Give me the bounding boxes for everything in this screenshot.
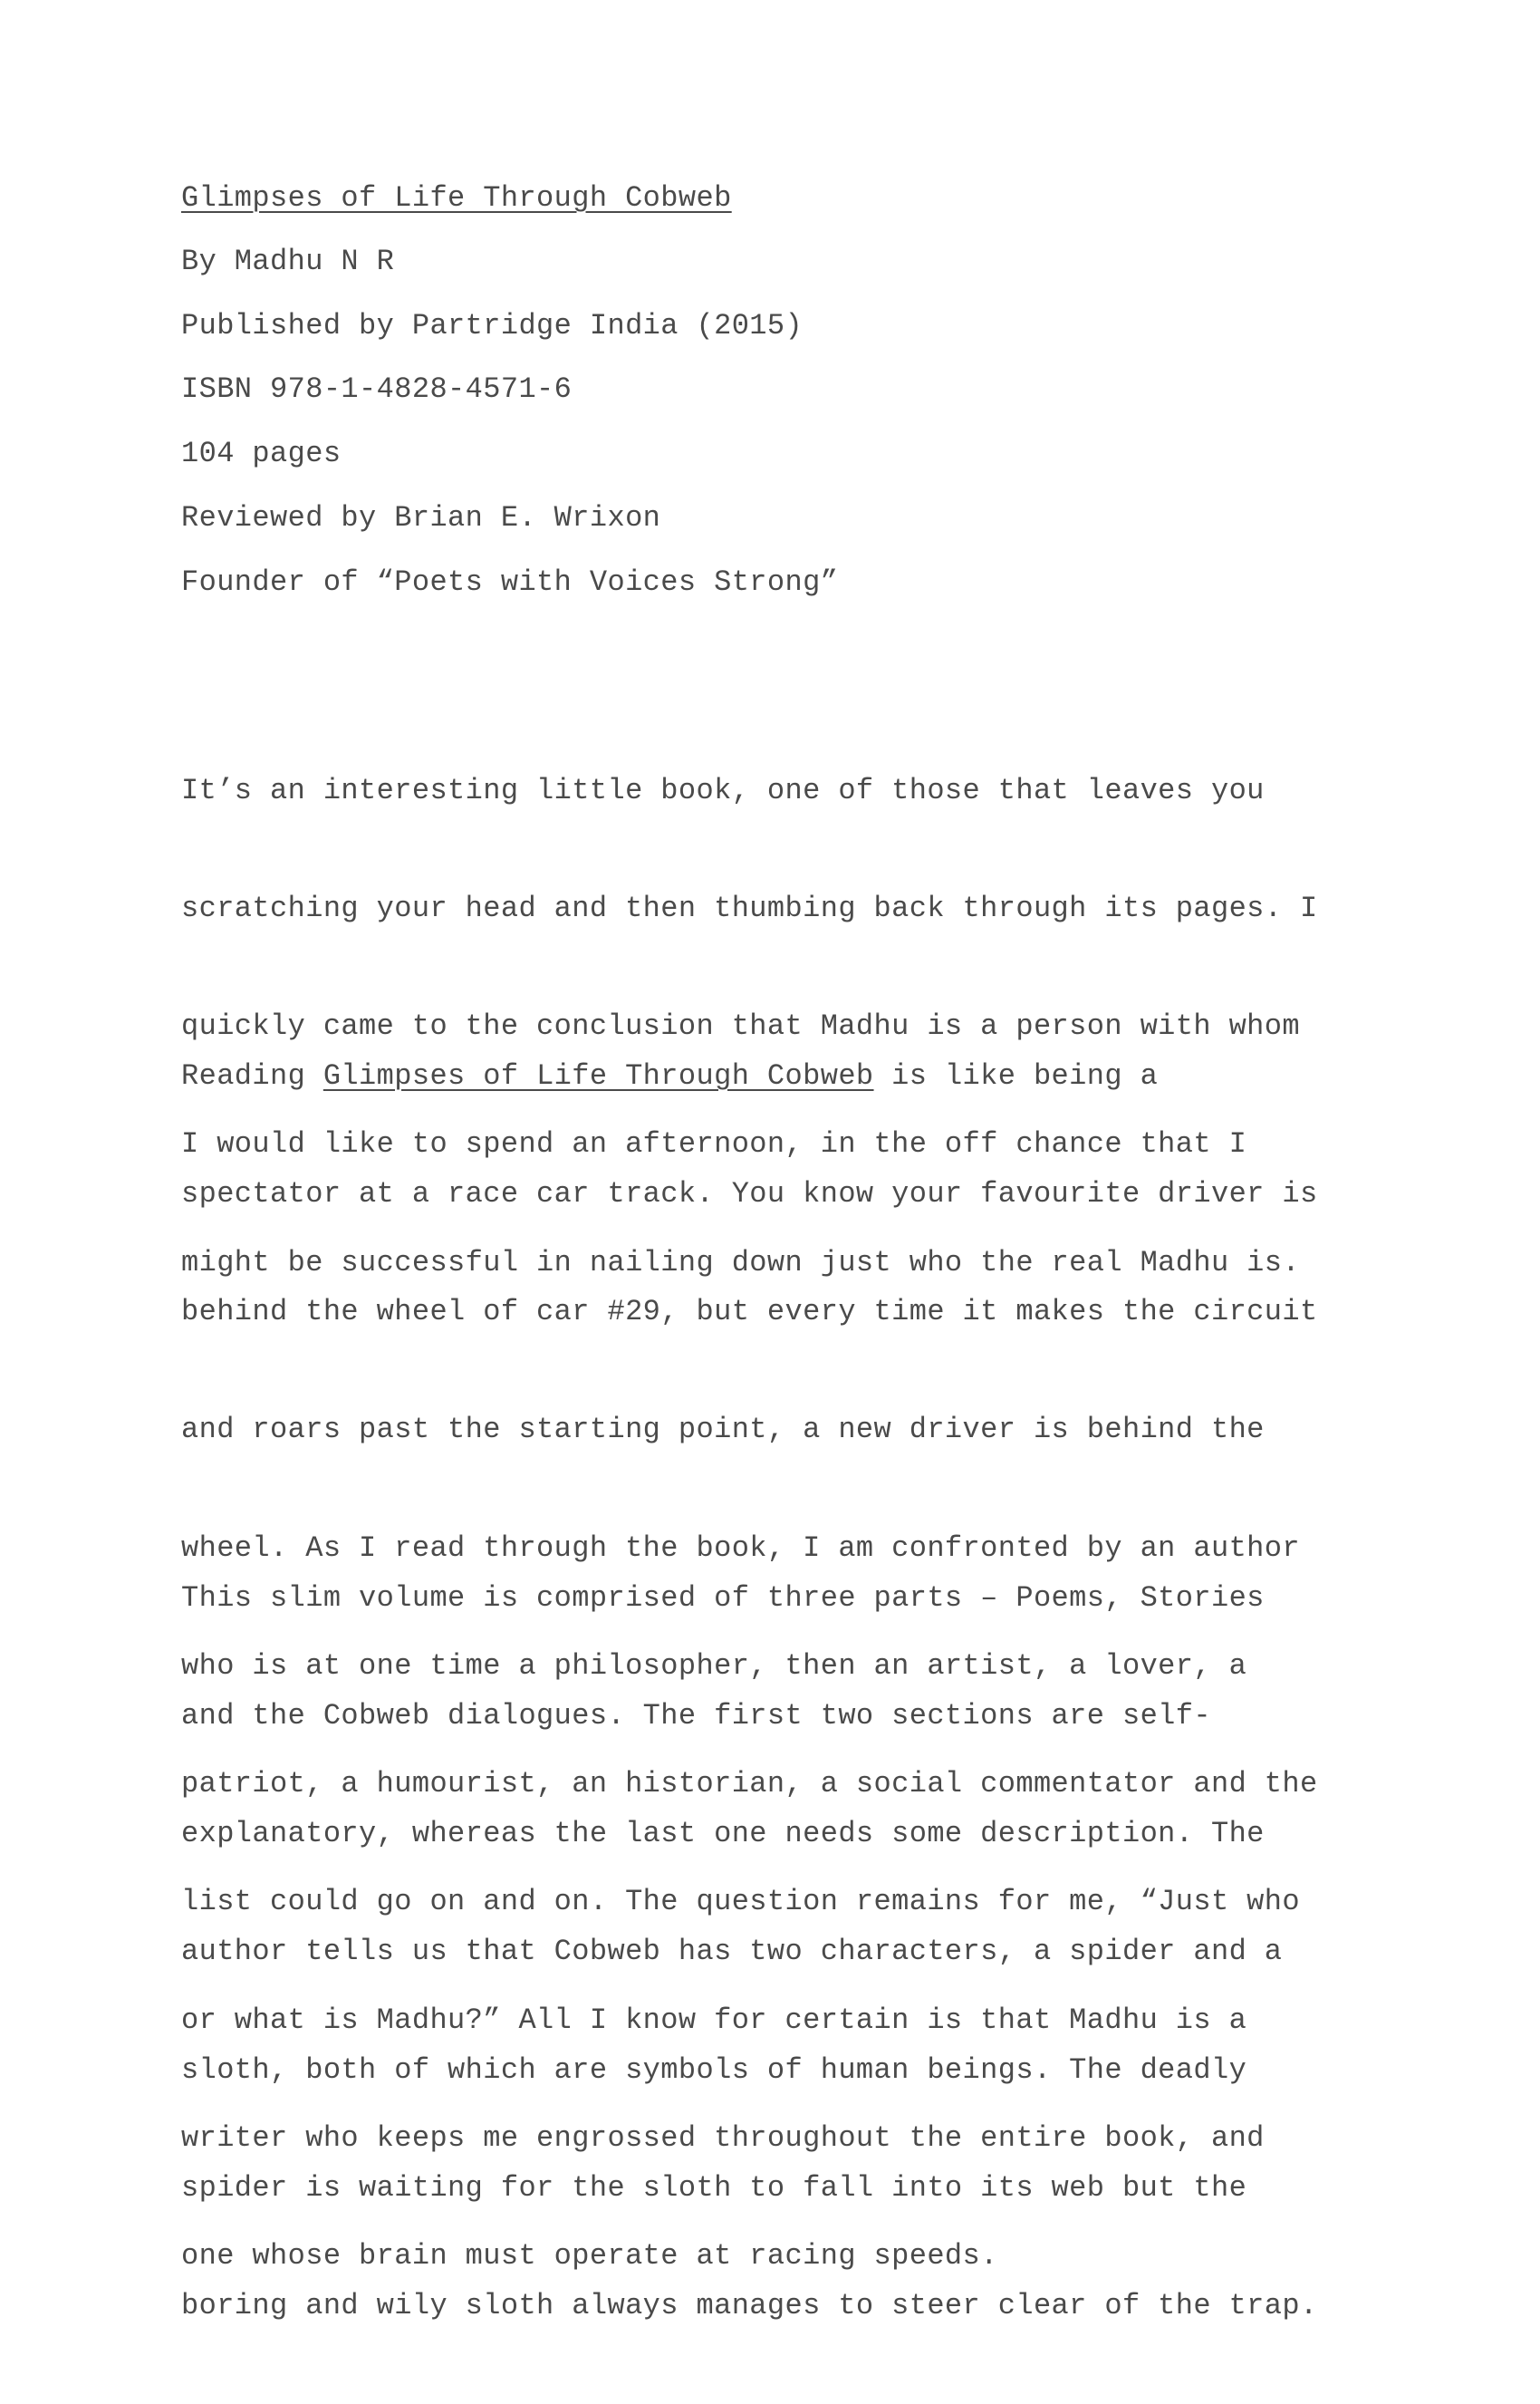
paragraph-line: spider is waiting for the sloth to fall into its web but the <box>181 2170 1247 2205</box>
paragraph-line: might be successful in nailing down just who the real Madhu is. <box>181 1245 1300 1279</box>
book-publisher: Published by Partridge India (2015) <box>181 309 804 343</box>
paragraph-line: list could go on and on. The question remains for me, “Just who <box>181 1885 1300 1919</box>
paragraph-line: sloth, both of which are symbols of human beings. The deadly <box>181 2052 1247 2087</box>
paragraph-line: explanatory, whereas the last one needs some description. The <box>181 1817 1265 1851</box>
paragraph-line: It’s an interesting little book, one of those that leaves you <box>181 773 1265 807</box>
paragraph-line: boring and wily sloth always manages to steer clear of the trap. <box>181 2289 1318 2323</box>
paragraph-line: spectator at a race car track. You know your favourite driver is <box>181 1177 1318 1212</box>
book-page-count: 104 pages <box>181 437 342 470</box>
paragraph-line: writer who keeps me engrossed throughout the entire book, and <box>181 2120 1265 2155</box>
paragraph-line: and the Cobweb dialogues. The first two sections are self- <box>181 1699 1211 1733</box>
paragraph-text: is like being a <box>873 1058 1159 1093</box>
paragraph-line: author tells us that Cobweb has two characters, a spider and a <box>181 1935 1283 1969</box>
paragraph-line: quickly came to the conclusion that Madhu is a person with whom <box>181 1009 1300 1044</box>
paragraph-line: and roars past the starting point, a new driver is behind the <box>181 1413 1265 1447</box>
paragraph-line <box>181 1057 1377 1096</box>
paragraph-line: behind the wheel of car #29, but every time it makes the circuit <box>181 1295 1318 1329</box>
book-isbn: ISBN 978-1-4828-4571-6 <box>181 372 573 406</box>
book-title-reference: Glimpses of Life Through Cobweb <box>322 1058 874 1093</box>
paragraph-line: who is at one time a philosopher, then an artist, a lover, a <box>181 1648 1247 1683</box>
book-author: By Madhu N R <box>181 245 395 278</box>
paragraph-text: Reading <box>181 1058 323 1093</box>
paragraph-line: one whose brain must operate at racing speeds. <box>181 2239 998 2273</box>
paragraph-line: I would like to spend an afternoon, in the off chance that I <box>181 1127 1247 1162</box>
paragraph-line: scratching your head and then thumbing back through its pages. I <box>181 892 1318 926</box>
paragraph-line: wheel. As I read through the book, I am confronted by an author <box>181 1530 1300 1565</box>
book-title: Glimpses of Life Through Cobweb <box>181 181 732 215</box>
reviewer-role: Founder of “Poets with Voices Strong” <box>181 565 839 599</box>
reviewer-name: Reviewed by Brian E. Wrixon <box>181 501 661 535</box>
review-paragraph-3 <box>181 1500 1377 2404</box>
paragraph-line: This slim volume is comprised of three parts – Poems, Stories <box>181 1580 1265 1615</box>
paragraph-line: patriot, a humourist, an historian, a social commentator and the <box>181 1767 1318 1801</box>
paragraph-line: or what is Madhu?” All I know for certain is that Madhu is a <box>181 2003 1247 2037</box>
